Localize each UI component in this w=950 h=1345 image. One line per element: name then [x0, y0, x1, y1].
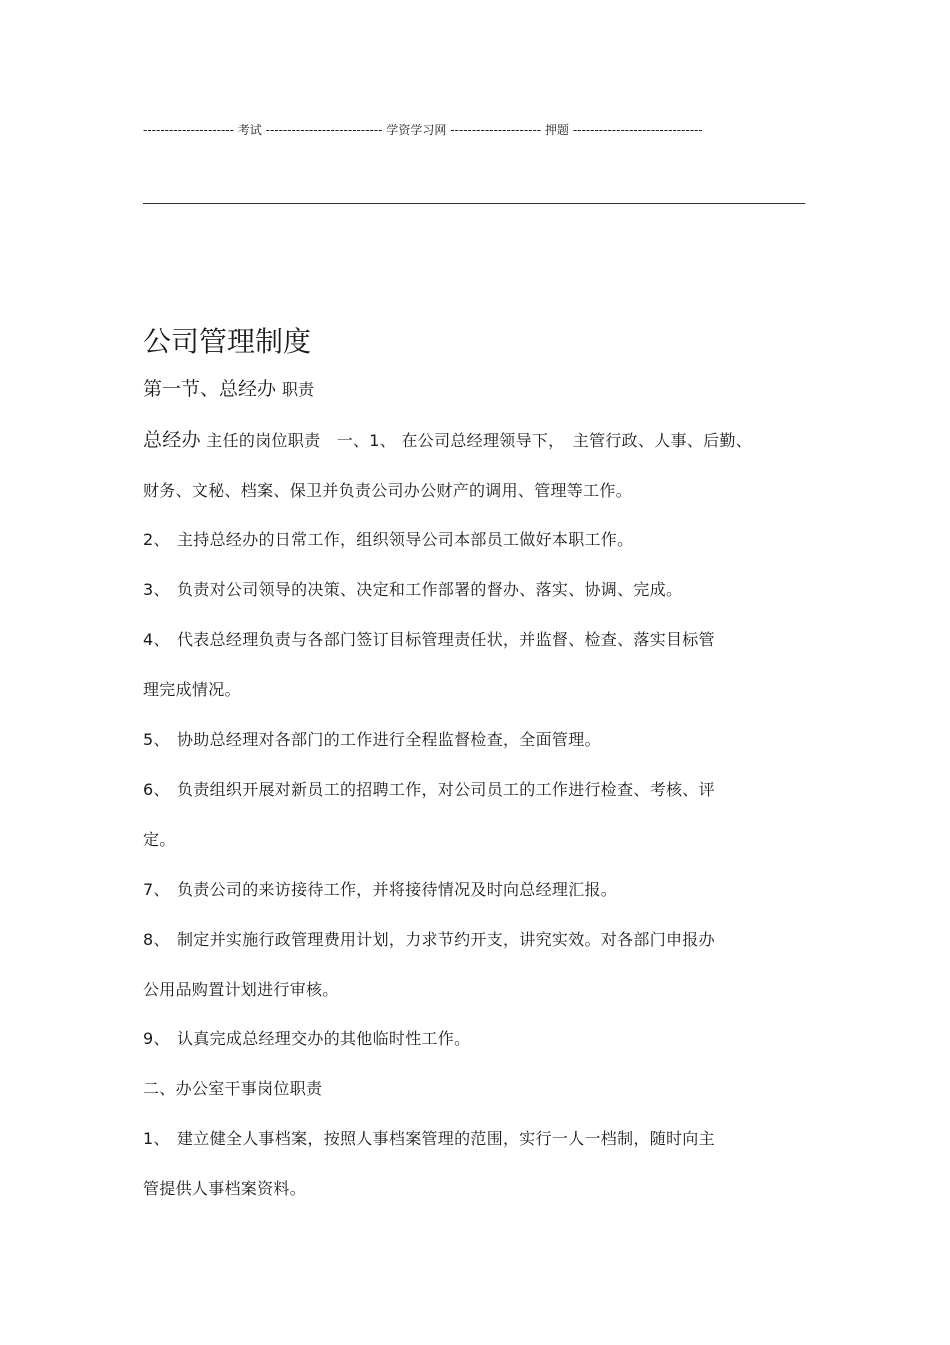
- document-title: 公司管理制度: [143, 325, 312, 358]
- section-heading-main: 第一节、总经办: [143, 378, 277, 400]
- header-dashes: ---------------------------: [265, 123, 383, 137]
- intro-line: [143, 428, 752, 453]
- section-heading: [143, 374, 314, 405]
- intro-text: 主任的岗位职责 一、1、 在公司总经理领导下， 主管行政、人事、后勤、: [206, 431, 753, 450]
- line-text: 制定并实施行政管理费用计划，力求节约开支，讲究实效。对各部门申报办: [177, 930, 715, 949]
- line-text: 主持总经办的日常工作，组织领导公司本部员工做好本职工作。: [177, 530, 634, 549]
- line-text: 二、办公室干事岗位职责: [143, 1079, 323, 1098]
- line-text: 管提供人事档案资料。: [143, 1179, 307, 1198]
- paragraph-line: [143, 479, 632, 503]
- item-number: 6、: [143, 780, 170, 799]
- paragraph-line: [143, 1127, 715, 1151]
- line-text: 负责公司的来访接待工作，并将接待情况及时向总经理汇报。: [177, 880, 618, 899]
- header-dashes: ------------------------------: [572, 123, 703, 137]
- line-text: 代表总经理负责与各部门签订目标管理责任状，并监督、检查、落实目标管: [177, 630, 715, 649]
- line-text: 协助总经理对各部门的工作进行全程监督检查，全面管理。: [177, 730, 601, 749]
- header-word-exam: 考试: [237, 123, 262, 137]
- header-word-site: 学资学习网: [386, 123, 447, 137]
- item-number: 1、: [143, 1129, 170, 1148]
- paragraph-line: [143, 1177, 306, 1201]
- line-text: 认真完成总经理交办的其他临时性工作。: [177, 1029, 471, 1048]
- item-number: 5、: [143, 730, 170, 749]
- item-number: 2、: [143, 530, 170, 549]
- line-text: 负责对公司领导的决策、决定和工作部署的督办、落实、协调、完成。: [177, 580, 683, 599]
- line-text: 理完成情况。: [143, 680, 241, 699]
- paragraph-line: [143, 878, 617, 902]
- intro-term: 总经办: [143, 429, 201, 451]
- paragraph-line: [143, 928, 715, 952]
- paragraph-line: [143, 1027, 470, 1051]
- header-divider: [143, 203, 805, 204]
- item-number: 3、: [143, 580, 170, 599]
- paragraph-line: [143, 728, 601, 752]
- paragraph-line: [143, 678, 241, 702]
- header-word-prediction: 押题: [544, 123, 569, 137]
- line-text: 定。: [143, 830, 176, 849]
- item-number: 7、: [143, 880, 170, 899]
- section-heading-suffix: 职责: [282, 380, 315, 399]
- paragraph-line: [143, 778, 715, 802]
- item-number: 4、: [143, 630, 170, 649]
- paragraph-line: [143, 578, 682, 602]
- line-text: 建立健全人事档案，按照人事档案管理的范围，实行一人一档制，随时向主: [177, 1129, 715, 1148]
- page-header: [143, 121, 805, 139]
- paragraph-line: [143, 628, 715, 652]
- paragraph-line: [143, 528, 633, 552]
- item-number: 8、: [143, 930, 170, 949]
- paragraph-line: [143, 978, 339, 1002]
- paragraph-line: [143, 828, 176, 852]
- line-text: 负责组织开展对新员工的招聘工作，对公司员工的工作进行检查、考核、评: [177, 780, 715, 799]
- item-number: 9、: [143, 1029, 170, 1048]
- line-text: 公用品购置计划进行审核。: [143, 980, 339, 999]
- header-dashes: ---------------------: [450, 123, 542, 137]
- line-text: 财务、文秘、档案、保卫并负责公司办公财产的调用、管理等工作。: [143, 481, 633, 500]
- header-dashes: ---------------------: [143, 123, 234, 137]
- subsection-heading: [143, 1077, 322, 1101]
